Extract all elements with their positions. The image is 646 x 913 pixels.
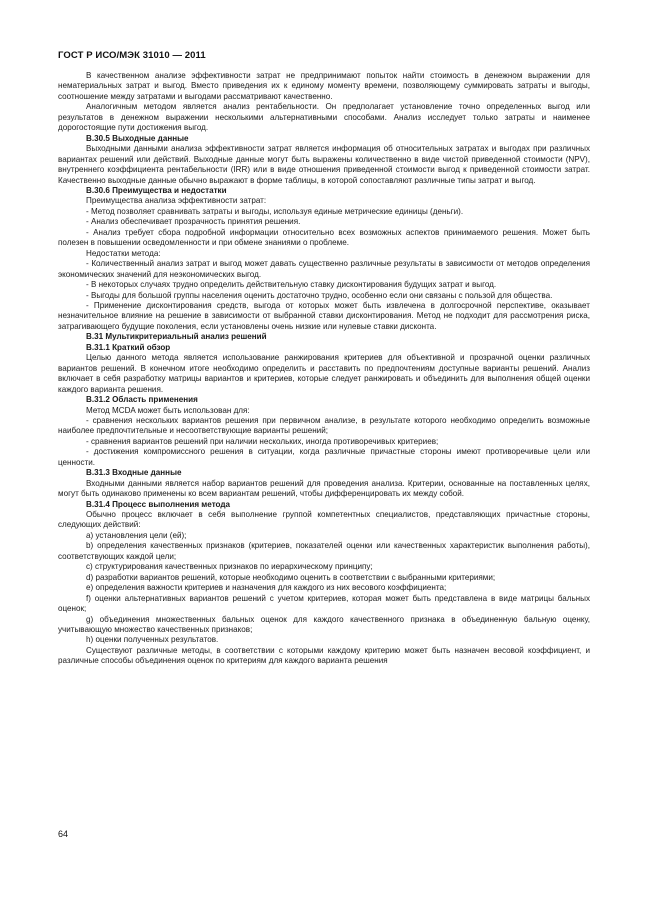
section-heading: В.31.4 Процесс выполнения метода (86, 499, 231, 509)
list-item: d) разработки вариантов решений, которые необходимо оценить в соответствии с выбранными критериями; (86, 572, 496, 582)
paragraph: Существуют различные методы, в соответствии с которыми каждому критерию может быть назначен весовой коэффициент, и различные способы объединения оценок по критериям для каждого варианта решения (58, 645, 590, 666)
paragraph: Метод MCDA может быть использован для: (86, 405, 250, 415)
paragraph: Целью данного метода является использование ранжирования критериев для объективной и прозрачной оценки различных вариантов решений. В конечном итоге необходимо определить и расставить по предпочтениям доступные варианты решений. Анализ включает в себя разработку матрицы вариантов и критериев, которые следует ранжировать и объединить для выполнения общей оценки каждого варианта решения. (58, 353, 590, 394)
section-heading: В.31 Мультикритериальный анализ решений (86, 332, 267, 342)
list-item: - достижения компромиссного решения в ситуации, когда различные причастные стороны имеют противоречивые цели или ценности. (58, 447, 590, 467)
list-item: - Анализ обеспечивает прозрачность принятия решения. (86, 217, 301, 227)
list-item: - Выгоды для большой группы населения оценить достаточно трудно, особенно если они связаны с пользой для общества. (86, 290, 553, 300)
list-item: h) оценки полученных результатов. (86, 635, 219, 645)
paragraph: Недостатки метода: (86, 248, 161, 258)
body-text (58, 71, 590, 667)
paragraph: В качественном анализе эффективности затрат не предпринимают попыток найти стоимость в денежном выражении для нематериальных затрат и выгод. Вместо приведения их к единому моменту времени, позволяющему суммировать затраты и выгоды, соотношение между затратами и выгодами рассматривают качественно. (58, 71, 590, 101)
section-heading: В.31.3 Входные данные (86, 468, 182, 478)
list-item: - сравнения нескольких вариантов решения при первичном анализе, в результате которого необходимо определить возможные наиболее предпочтительные и несоответствующие варианты решений; (58, 415, 590, 436)
list-item: c) структурирования качественных признаков по иерархическому принципу; (86, 562, 373, 572)
section-heading: В.30.5 Выходные данные (86, 133, 189, 143)
section-heading: В.30.6 Преимущества и недостатки (86, 185, 227, 195)
section-heading: В.31.1 Краткий обзор (86, 342, 171, 352)
list-item: - Анализ требует сбора подробной информации относительно всех возможных аспектов принимаемого решения. Может быть полезен в повышении осведомленности и при обмене знаниями о проблеме. (58, 227, 590, 248)
paragraph: Входными данными является набор вариантов решений для проведения анализа. Критерии, основанные на поставленных целях, могут быть одинаково применены ко всем вариантам решений, чтобы дифференцировать их между собой. (58, 478, 590, 499)
list-item: g) объединения множественных бальных оценок для каждого качественного признака в объединенную бальную оценку, учитывающую множество качественных признаков; (58, 614, 590, 635)
running-header: ГОСТ Р ИСО/МЭК 31010 — 2011 (58, 50, 206, 61)
list-item: e) определения важности критериев и назначения для каждого из них весового коэффициента; (86, 583, 447, 593)
paragraph: Аналогичным методом является анализ рентабельности. Он предполагает установление точно определенных выгод или результатов в денежном выражении несколькими альтернативными способами. Анализ исследует только затраты и наименее дорогостоящие пути достижения выгод. (58, 102, 590, 133)
list-item: - Метод позволяет сравнивать затраты и выгоды, используя единые метрические единицы (деньги). (86, 206, 464, 216)
list-item: a) установления цели (ей); (86, 530, 187, 540)
list-item: - В некоторых случаях трудно определить действительную ставку дисконтирования будущих затрат и выгод. (86, 280, 497, 290)
list-item: - сравнения вариантов решений при наличии нескольких, иногда противоречивых критериев; (86, 436, 439, 446)
list-item: f) оценки альтернативных вариантов решений с учетом критериев, которая может быть представлена в виде матрицы бальных оценок; (58, 593, 590, 614)
section-heading: В.31.2 Область применения (86, 395, 198, 405)
list-item: - Количественный анализ затрат и выгод может давать существенно различные результаты в зависимости от методов определения экономических значений для неэкономических выгод. (58, 259, 590, 279)
paragraph: Обычно процесс включает в себя выполнение группой компетентных специалистов, представляющих причастные стороны, следующих действий: (58, 510, 590, 530)
paragraph: Выходными данными анализа эффективности затрат является информация об относительных затратах и выгодах при различных вариантах решений или действий. Выходные данные могут быть выражены количественно в виде чистой приведенной стоимости (NPV), внутреннего коэффициента рентабельности (IRR) или в виде отношения приведенной стоимости выгод к приведенной стоимости затрат. Качественно выходные данные обычно выражают в форме таблицы, в которой сопоставляют различные типы затрат и выгод. (58, 144, 590, 185)
list-item: b) определения качественных признаков (критериев, показателей оценки или качественных характеристик выполнения работы), соответствующих каждой цели; (58, 541, 590, 561)
list-item: - Применение дисконтирования средств, выгода от которых может быть извлечена в долгосрочной перспективе, оказывает незначительное влияние на решение в зависимости от выбранной ставки дисконтирования. Метод не подходит для рассмотрения риска, затрагивающего будущие поколения, если установлены очень низкие или нулевые ставки дисконта. (58, 300, 590, 331)
paragraph: Преимущества анализа эффективности затрат: (86, 196, 267, 206)
page-number: 64 (58, 829, 69, 839)
